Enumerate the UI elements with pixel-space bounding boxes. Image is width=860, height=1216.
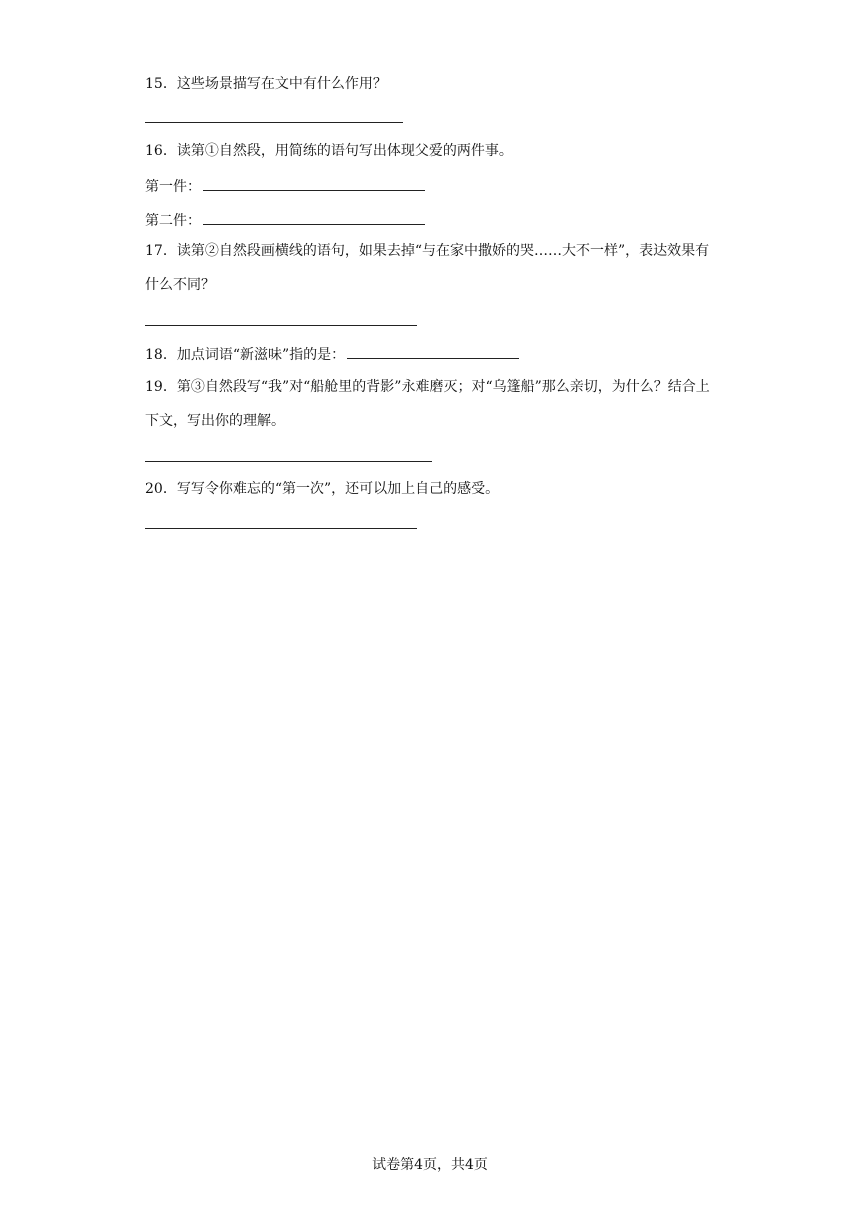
answer-blank-16-second[interactable] — [203, 210, 425, 225]
question-16-first-item — [145, 176, 425, 197]
question-18-text: 18．加点词语“新滋味”指的是： — [145, 347, 346, 363]
first-item-label: 第一件： — [145, 179, 201, 195]
question-17: 17．读第②自然段画横线的语句，如果去掉“与在家中撒娇的哭……大不一样”，表达效果有什么不同？ — [145, 243, 710, 293]
answer-line-17[interactable] — [145, 325, 417, 326]
answer-blank-18[interactable] — [347, 344, 519, 359]
second-item-label: 第二件： — [145, 213, 201, 229]
question-18 — [145, 344, 519, 365]
answer-line-19[interactable] — [145, 461, 432, 462]
answer-line-20[interactable] — [145, 528, 417, 529]
question-20: 20．写写令你难忘的“第一次”，还可以加上自己的感受。 — [145, 481, 500, 497]
question-15: 15．这些场景描写在文中有什么作用？ — [145, 76, 387, 92]
question-16: 16．读第①自然段，用简练的语句写出体现父爱的两件事。 — [145, 143, 513, 159]
page-footer: 试卷第4页，共4页 — [372, 1157, 488, 1173]
answer-line-15[interactable] — [145, 122, 403, 123]
question-16-second-item — [145, 210, 425, 231]
answer-blank-16-first[interactable] — [203, 176, 425, 191]
question-19: 19．第③自然段写“我”对“船舱里的背影”永难磨灭；对“乌篷船”那么亲切，为什么？结合上下文，写出你的理解。 — [145, 379, 710, 429]
